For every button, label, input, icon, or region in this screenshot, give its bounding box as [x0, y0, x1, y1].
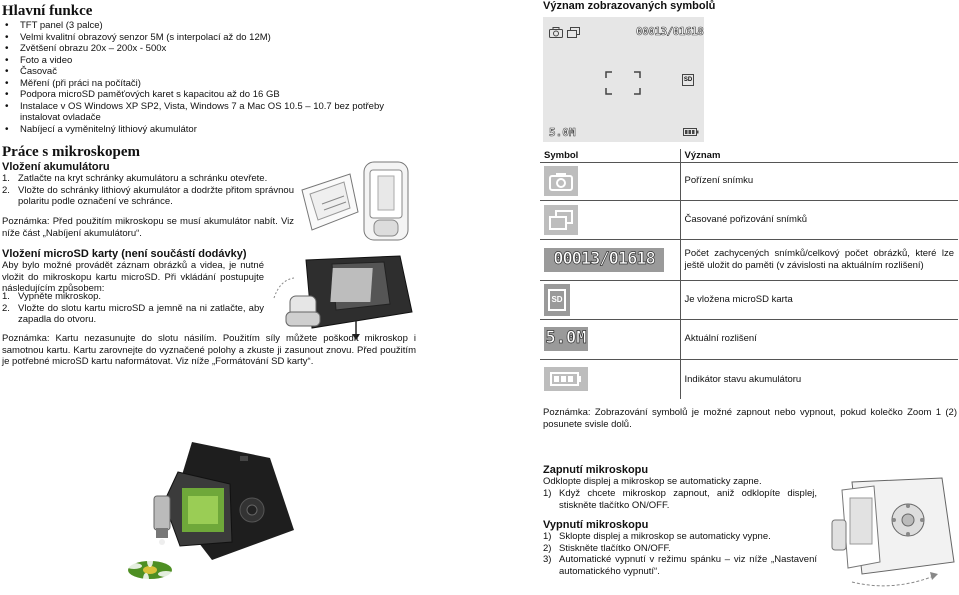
list-item: 1) Když chcete mikroskop zapnout, aniž odklopíte displej, stiskněte tlačítko ON/OFF.: [543, 488, 817, 511]
list-item: • Velmi kvalitní obrazový senzor 5M (s interpolací až do 12M): [2, 32, 422, 44]
table-row: [540, 200, 958, 239]
screen-resolution: 5.0M: [549, 126, 576, 139]
microscope-photo: [120, 438, 300, 590]
battery-heading: Vložení akumulátoru: [2, 161, 110, 173]
list-item: • Podpora microSD paměťových karet s kapacitou až do 16 GB: [2, 89, 422, 101]
table-cell: Časované pořizování snímků: [680, 200, 958, 239]
camera-icon: [544, 166, 578, 196]
symbols-note: Poznámka: Zobrazování symbolů je možné zapnout nebo vypnout, pokud kolečko Zoom 1 (2) posunete svisle dolů.: [543, 407, 957, 430]
list-item: 2) Stiskněte tlačítko ON/OFF.: [543, 542, 671, 554]
table-row: [540, 319, 958, 359]
battery-compartment-illustration: [298, 160, 416, 242]
column-header-meaning: Význam: [684, 149, 721, 161]
lcd-screen-preview: [543, 17, 704, 142]
list-item: • Časovač: [2, 66, 422, 78]
table-cell: Je vložena microSD karta: [680, 280, 958, 319]
table-cell: Aktuální rozlišení: [680, 319, 958, 359]
sd-note: Poznámka: Kartu nezasunujte do slotu násilím. Použitím síly můžete poškodit mikroskop i samotnou kartu. Kartu zarovnejte do vyznačené polohy a zkuste ji zasunout znovu. Před použitím je potřebné microSD kartu naformátovat. Viz níže „Formátování SD karty“.: [2, 333, 416, 367]
burst-icon: [567, 27, 580, 38]
table-header-row: [540, 149, 958, 162]
table-row: [540, 359, 958, 399]
list-item: 1) Sklopte displej a mikroskop se automaticky vypne.: [543, 531, 771, 542]
column-header-symbol: Symbol: [540, 149, 680, 162]
camera-icon: [549, 27, 563, 38]
screen-counter: 00013/01618: [636, 25, 704, 38]
resolution-symbol: 5.0M: [544, 327, 588, 351]
table-row: [540, 162, 958, 200]
list-item: • Foto a video: [2, 55, 422, 67]
work-title: Práce s mikroskopem: [2, 144, 141, 160]
list-item: • Instalace v OS Windows XP SP2, Vista, Windows 7 a Mac OS 10.5 – 10.7 bez potřeby instalovat ovladače: [2, 101, 402, 124]
sd-heading: Vložení microSD karty (není součástí dodávky): [2, 248, 247, 260]
table-row: [540, 280, 958, 319]
focus-frame-icon: [605, 71, 641, 95]
features-title: Hlavní funkce: [2, 3, 93, 19]
list-item: • Nabíjecí a vyměnitelný lithiový akumulátor: [2, 124, 422, 136]
table-cell: Pořízení snímku: [680, 162, 958, 200]
table-row: [540, 239, 958, 280]
list-item: 2. Vložte do schránky lithiový akumulátor a dodržte přitom správnou polaritu podle označení ve schránce.: [2, 184, 294, 207]
sd-card-slot-illustration: [272, 250, 420, 342]
burst-icon: [544, 205, 578, 235]
list-item: 2. Vložte do slotu kartu microSD a jemně na ni zatlačte, aby zapadla do otvoru.: [2, 302, 264, 325]
battery-steps: [2, 173, 294, 208]
list-item: 3) Automatické vypnutí v režimu spánku – viz níže „Nastavení automatického vypnutí“.: [543, 554, 817, 577]
list-item: • TFT panel (3 palce): [2, 20, 422, 32]
power-on-title: Zapnutí mikroskopu: [543, 464, 649, 476]
battery-note: Poznámka: Před použitím mikroskopu se musí akumulátor nabít. Viz níže část „Nabíjení akumulátoru“.: [2, 216, 294, 239]
list-item: • Zvětšení obrazu 20x – 200x - 500x: [2, 43, 422, 55]
table-cell: Počet zachycených snímků/celkový počet obrázků, které lze ještě uložit do paměti (v závislosti na aktuálním rozlišení): [680, 239, 958, 280]
battery-icon: [544, 367, 588, 391]
frame-counter-symbol: 00013/01618: [544, 248, 664, 272]
list-item: 1. Vypněte mikroskop.: [2, 291, 102, 302]
power-off-steps: [543, 531, 817, 577]
sd-intro: Aby bylo možné provádět záznam obrázků a videa, je nutné vložit do mikroskopu kartu microSD. Při vkládání postupujte následujícím způsobem:: [2, 260, 264, 294]
sd-card-icon: SD: [544, 284, 570, 316]
features-list: [2, 20, 422, 135]
list-item: 1. Zatlačte na kryt schránky akumulátoru a schránku otevřete.: [2, 173, 268, 184]
power-on-steps: [543, 488, 817, 511]
power-on-intro: Odklopte displej a mikroskop se automaticky zapne.: [543, 476, 762, 487]
table-cell: Indikátor stavu akumulátoru: [680, 359, 958, 399]
sd-steps: [2, 291, 264, 326]
list-item: • Měření (při práci na počítači): [2, 78, 422, 90]
power-off-title: Vypnutí mikroskopu: [543, 519, 649, 531]
symbols-table: [540, 149, 958, 399]
battery-icon: [683, 128, 699, 136]
microscope-display-illustration: [822, 470, 958, 592]
symbols-title: Význam zobrazovaných symbolů: [543, 0, 716, 12]
sd-card-icon: SD: [682, 74, 694, 86]
